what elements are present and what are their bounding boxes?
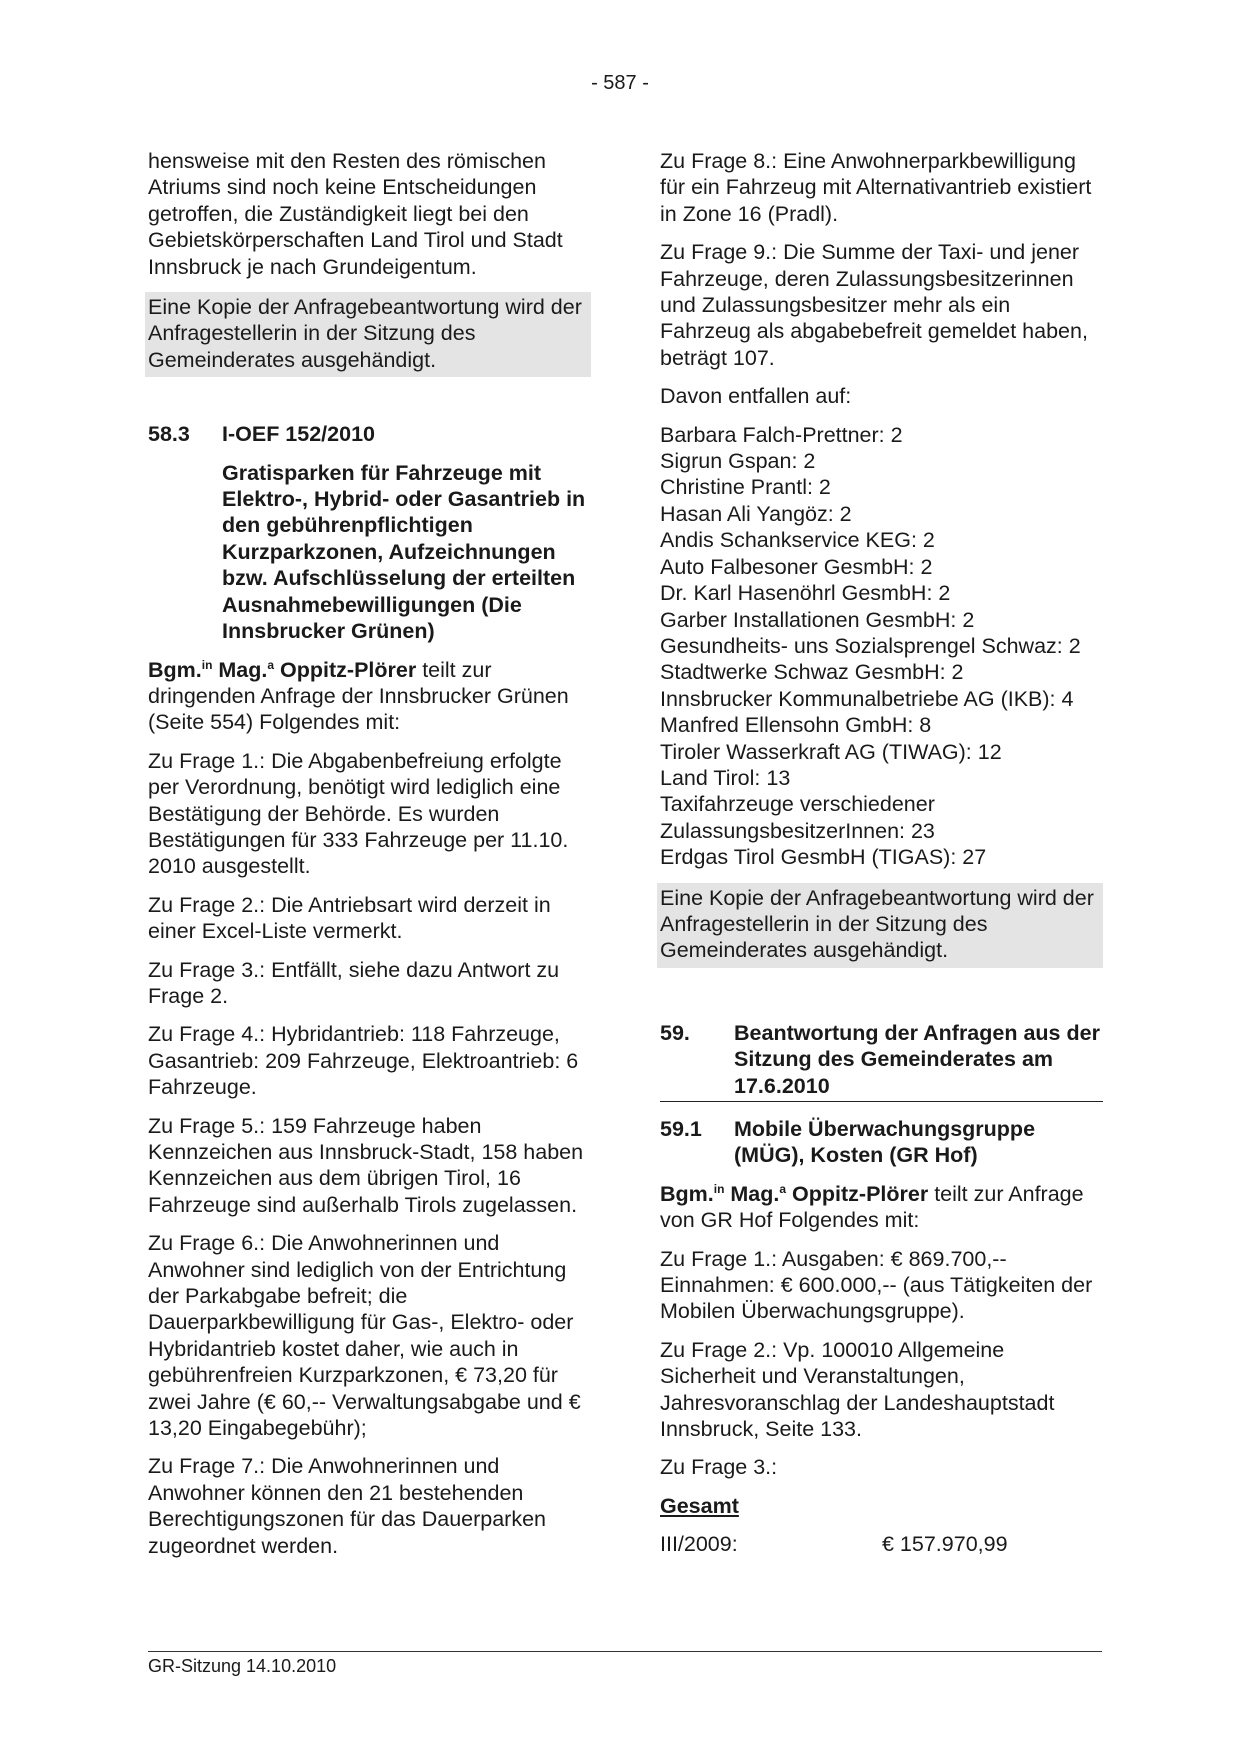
section-title: Beantwortung der Anfragen aus der Sitzung des Gemeinderates am 17.6.2010: [734, 1020, 1100, 1098]
list-item: Auto Falbesoner GesmbH: 2: [660, 554, 933, 579]
answer-2: Zu Frage 2.: Die Antriebsart wird derzeit in einer Excel-Liste vermerkt.: [148, 892, 551, 944]
list-item: Dr. Karl Hasenöhrl GesmbH: 2: [660, 581, 951, 606]
section-heading-59: [660, 1020, 1103, 1102]
list-item: Stadtwerke Schwaz GesmbH: 2: [660, 660, 964, 685]
list-item: Taxifahrzeuge verschiedener ZulassungsbesitzerInnen: 23: [660, 792, 935, 843]
section-heading-59-1: [660, 1116, 1103, 1169]
list-item: Erdgas Tirol GesmbH (TIGAS): 27: [660, 845, 987, 870]
footer-text: GR-Sitzung 14.10.2010: [148, 1656, 337, 1676]
section-number: 59.: [660, 1020, 690, 1045]
answer-2: Zu Frage 2.: Vp. 100010 Allgemeine Sicherheit und Veranstaltungen, Jahresvoranschlag der Landeshauptstadt Innsbruck, Seite 133.: [660, 1337, 1055, 1442]
list-item: Sigrun Gspan: 2: [660, 449, 816, 474]
list-item: Garber Installationen GesmbH: 2: [660, 607, 975, 632]
footer-rule: [148, 1651, 1102, 1652]
answer-6: Zu Frage 6.: Die Anwohnerinnen und Anwohner sind lediglich von der Entrichtung der Parkabgabe befreit; die Dauerparkbewilligung für Gas-, Elektro- oder Hybridantrieb kostet daher, wie auch in gebührenfreien Kurzparkzonen, € 73,20 für zwei Jahre (€ 60,-- Verwaltungsabgabe und € 13,20 Eingabegebühr);: [148, 1231, 581, 1441]
list-item: Land Tirol: 13: [660, 765, 791, 790]
section-title: Mobile Überwachungsgruppe (MÜG), Kosten (GR Hof): [734, 1117, 1036, 1168]
list-item: Hasan Ali Yangöz: 2: [660, 501, 852, 526]
list-item: Tiroler Wasserkraft AG (TIWAG): 12: [660, 739, 1002, 764]
owner-list: [660, 422, 1103, 871]
paragraph: hensweise mit den Resten des römischen Atriums sind noch keine Entscheidungen getroffen, die Zuständigkeit liegt bei den Gebietskörperschaften Land Tirol und Stadt Innsbruck je nach Grundeigentum.: [148, 149, 563, 279]
section-number: 59.1: [660, 1117, 702, 1141]
right-column: [660, 148, 1103, 1558]
answer-4: Zu Frage 4.: Hybridantrieb: 118 Fahrzeuge, Gasantrieb: 209 Fahrzeuge, Elektroantrieb: 6 Fahrzeuge.: [148, 1022, 579, 1100]
list-item: Manfred Ellensohn GmbH: 8: [660, 713, 932, 738]
speaker-name: Bgm.$^{in}$ Mag.$^a$ Oppitz-Plörer: [660, 1181, 929, 1206]
answer-9: Zu Frage 9.: Die Summe der Taxi- und jener Fahrzeuge, deren Zulassungsbesitzerinnen und Zulassungsbesitzer mehr als ein Fahrzeug als abgabebefreit gemeldet haben, beträgt 107.: [660, 240, 1088, 370]
list-item: Gesundheits- uns Sozialsprengel Schwaz: 2: [660, 633, 1081, 658]
row-value: € 157.970,99: [882, 1532, 1008, 1557]
answer-8: Zu Frage 8.: Eine Anwohnerparkbewilligung für ein Fahrzeug mit Alternativantrieb existiert in Zone 16 (Pradl).: [660, 149, 1092, 226]
page-number: - 587 -: [591, 72, 649, 94]
answer-3: Zu Frage 3.: Entfällt, siehe dazu Antwort zu Frage 2.: [148, 957, 560, 1008]
list-item: Andis Schankservice KEG: 2: [660, 528, 935, 553]
section-heading-58-3: [148, 421, 591, 447]
section-subtitle: Gratisparken für Fahrzeuge mit Elektro-, Hybrid- oder Gasantrieb in den gebührenpflichtigen Kurzparkzonen, Aufzeichnungen bzw. Aufschlüsselung der erteilten Ausnahmebewilligungen (Die Innsbrucker Grünen): [222, 460, 586, 644]
speaker-name: Bgm.$^{in}$ Mag.$^a$ Oppitz-Plörer: [148, 657, 417, 682]
row-label: III/2009:: [660, 1532, 738, 1557]
copy-note: Eine Kopie der Anfragebeantwortung wird der Anfragestellerin in der Sitzung des Gemeinderates ausgehändigt.: [145, 292, 591, 377]
speaker-paragraph: Bgm.$^{in}$ Mag.$^a$ Oppitz-Plörer teilt zur dringenden Anfrage der Innsbrucker Grünen (Seite 554) Folgendes mit:: [148, 657, 569, 735]
list-item: Barbara Falch-Prettner: 2: [660, 422, 903, 447]
table-row: [660, 1531, 1103, 1557]
answer-3: Zu Frage 3.:: [660, 1455, 778, 1480]
answer-1: Zu Frage 1.: Die Abgabenbefreiung erfolgte per Verordnung, benötigt wird lediglich eine Bestätigung der Behörde. Es wurden Bestätigungen für 333 Fahrzeuge per 11.10. 2010 ausgestellt.: [148, 748, 569, 879]
left-column: [148, 148, 591, 1571]
answer-7: Zu Frage 7.: Die Anwohnerinnen und Anwohner können den 21 bestehenden Berechtigungszonen für das Dauerparken zugeordnet werden.: [148, 1454, 547, 1558]
section-title: I-OEF 152/2010: [222, 422, 375, 447]
list-item: Innsbrucker Kommunalbetriebe AG (IKB): 4: [660, 686, 1074, 711]
speaker-paragraph: Bgm.$^{in}$ Mag.$^a$ Oppitz-Plörer teilt zur Anfrage von GR Hof Folgendes mit:: [660, 1181, 1084, 1233]
gesamt-heading: Gesamt: [660, 1493, 739, 1518]
list-item: Christine Prantl: 2: [660, 475, 831, 500]
davon-label: Davon entfallen auf:: [660, 384, 852, 409]
answer-1: Zu Frage 1.: Ausgaben: € 869.700,-- Einnahmen: € 600.000,-- (aus Tätigkeiten der Mobilen Überwachungsgruppe).: [660, 1246, 1093, 1324]
answer-5: Zu Frage 5.: 159 Fahrzeuge haben Kennzeichen aus Innsbruck-Stadt, 158 haben Kennzeichen aus dem übrigen Tirol, 16 Fahrzeuge sind außerhalb Tirols zugelassen.: [148, 1113, 584, 1217]
copy-note: Eine Kopie der Anfragebeantwortung wird der Anfragestellerin in der Sitzung des Gemeinderates ausgehändigt.: [657, 883, 1103, 968]
section-number: 58.3: [148, 422, 190, 447]
